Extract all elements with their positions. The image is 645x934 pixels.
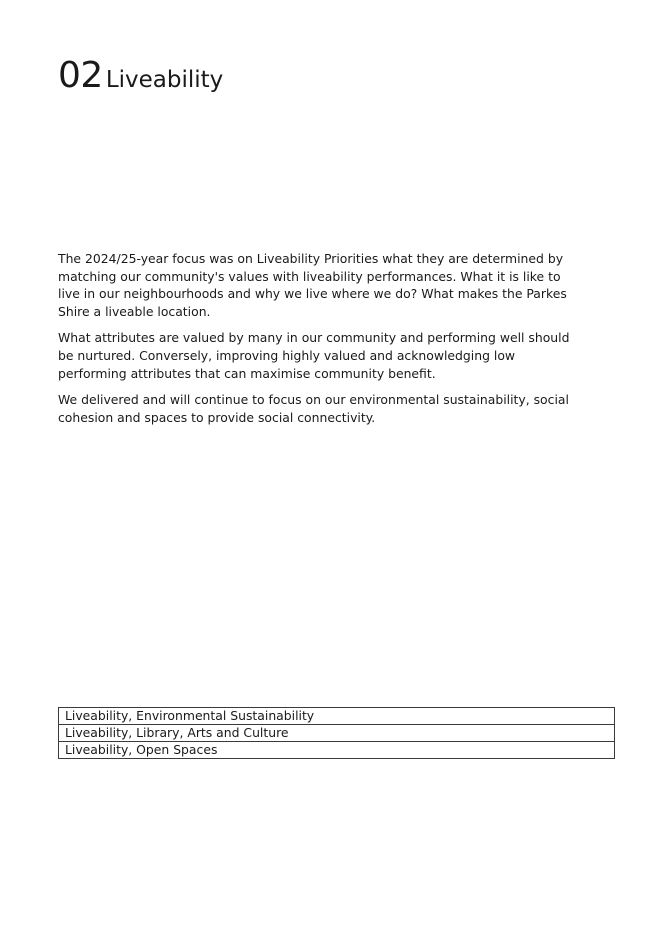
section-number: 02 (58, 55, 103, 96)
table-row (59, 708, 615, 725)
section-title: Liveability (105, 67, 224, 93)
section-links-table (58, 707, 615, 759)
paragraph: We delivered and will continue to focus on our environmental sustainability, social cohesion and spaces to provide social connectivity. (58, 392, 569, 425)
body-text (58, 250, 583, 435)
link-open-spaces[interactable]: Liveability, Open Spaces (59, 742, 615, 759)
paragraph: What attributes are valued by many in our community and performing well should be nurtured. Conversely, improving highly valued and acknowledging low performing attributes that can maximise community benefit. (58, 330, 570, 381)
section-heading (58, 55, 224, 96)
link-environmental-sustainability[interactable]: Liveability, Environmental Sustainability (59, 708, 615, 725)
table-row (59, 725, 615, 742)
table-row (59, 742, 615, 759)
paragraph: The 2024/25-year focus was on Liveability Priorities what they are determined by matching our community's values with liveability performances. What it is like to live in our neighbourhoods and why we live where we do? What makes the Parkes Shire a liveable location. (58, 251, 567, 319)
link-library-arts-culture[interactable]: Liveability, Library, Arts and Culture (59, 725, 615, 742)
